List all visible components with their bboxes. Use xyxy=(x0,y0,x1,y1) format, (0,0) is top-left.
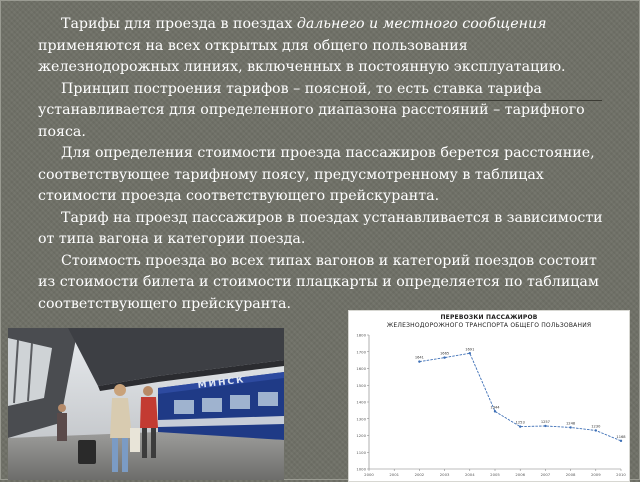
data-label: 1691 xyxy=(465,347,475,352)
data-point xyxy=(595,429,597,431)
x-tick-label: 2005 xyxy=(490,472,500,477)
paragraph-text: Тарифы для проезда в поездах xyxy=(61,16,297,32)
passenger-transport-chart xyxy=(348,310,630,482)
x-tick-label: 2003 xyxy=(439,472,450,477)
paragraph-zone-principle: Принцип построения тарифов – поясной, то есть ставка тарифа устанавливается для определенного диапазона расстояний – тарифного пояса. xyxy=(38,80,585,140)
paragraph-distance: Для определения стоимости проезда пассажиров берется расстояние, соответствующее тарифному поясу, предусмотренному в таблицах стоимости проезда соответствующего прейскуранта. xyxy=(38,145,595,204)
data-point xyxy=(494,410,496,412)
y-tick-label: 1800 xyxy=(356,332,366,338)
data-label: 1344 xyxy=(490,405,500,410)
data-label: 1257 xyxy=(540,419,550,424)
train-station-photo xyxy=(8,328,284,480)
data-point xyxy=(519,425,521,427)
x-tick-label: 2001 xyxy=(389,472,400,477)
chart-plot xyxy=(349,311,629,481)
emphasis-text: дальнего и местного сообщения xyxy=(296,16,547,32)
data-point xyxy=(544,425,546,427)
data-point xyxy=(418,360,420,362)
y-tick-label: 1000 xyxy=(356,466,366,472)
paragraph-tariffs xyxy=(38,14,608,79)
data-label: 1665 xyxy=(440,351,450,356)
data-label: 1168 xyxy=(616,434,626,439)
y-tick-label: 1300 xyxy=(356,416,366,422)
paragraph-text: применяются на всех открытых для общего пользования железнодорожных линиях, включенных в постоянную эксплуатацию. xyxy=(38,37,566,75)
data-label: 1248 xyxy=(566,421,576,426)
chart-subtitle: ЖЕЛЕЗНОДОРОЖНОГО ТРАНСПОРТА ОБЩЕГО ПОЛЬЗОВАНИЯ xyxy=(386,322,592,329)
y-tick-label: 1400 xyxy=(356,399,366,405)
data-point xyxy=(620,440,622,442)
data-label: 1641 xyxy=(414,355,424,360)
x-tick-label: 2000 xyxy=(364,472,374,477)
x-tick-label: 2006 xyxy=(515,472,526,477)
x-tick-label: 2007 xyxy=(540,472,551,477)
y-tick-label: 1600 xyxy=(356,366,366,371)
train-sign-text: МИНСК xyxy=(197,375,246,391)
data-point xyxy=(569,426,571,428)
y-tick-label: 1100 xyxy=(356,449,366,455)
data-point xyxy=(443,356,445,358)
chart-title: ПЕРЕВОЗКИ ПАССАЖИРОВ xyxy=(440,314,538,321)
x-tick-label: 2009 xyxy=(590,472,601,477)
data-label: 1253 xyxy=(515,420,525,425)
x-tick-label: 2008 xyxy=(565,472,576,477)
x-tick-label: 2010 xyxy=(616,472,626,477)
data-label: 1230 xyxy=(591,424,601,429)
x-tick-label: 2002 xyxy=(414,472,425,477)
paragraph-wagon-type: Тариф на проезд пассажиров в поездах устанавливается в зависимости от типа вагона и категории поезда. xyxy=(38,209,603,247)
x-tick-label: 2004 xyxy=(464,472,475,477)
y-tick-label: 1200 xyxy=(356,433,366,438)
paragraph-cost: Стоимость проезда во всех типах вагонов и категорий поездов состоит из стоимости билета и стоимости плацкарты и определяется по таблицам соответствующего прейскуранта. xyxy=(38,252,599,312)
body-text xyxy=(38,14,608,315)
y-tick-label: 1700 xyxy=(356,349,366,355)
data-point xyxy=(469,352,471,354)
y-tick-label: 1500 xyxy=(356,382,366,388)
